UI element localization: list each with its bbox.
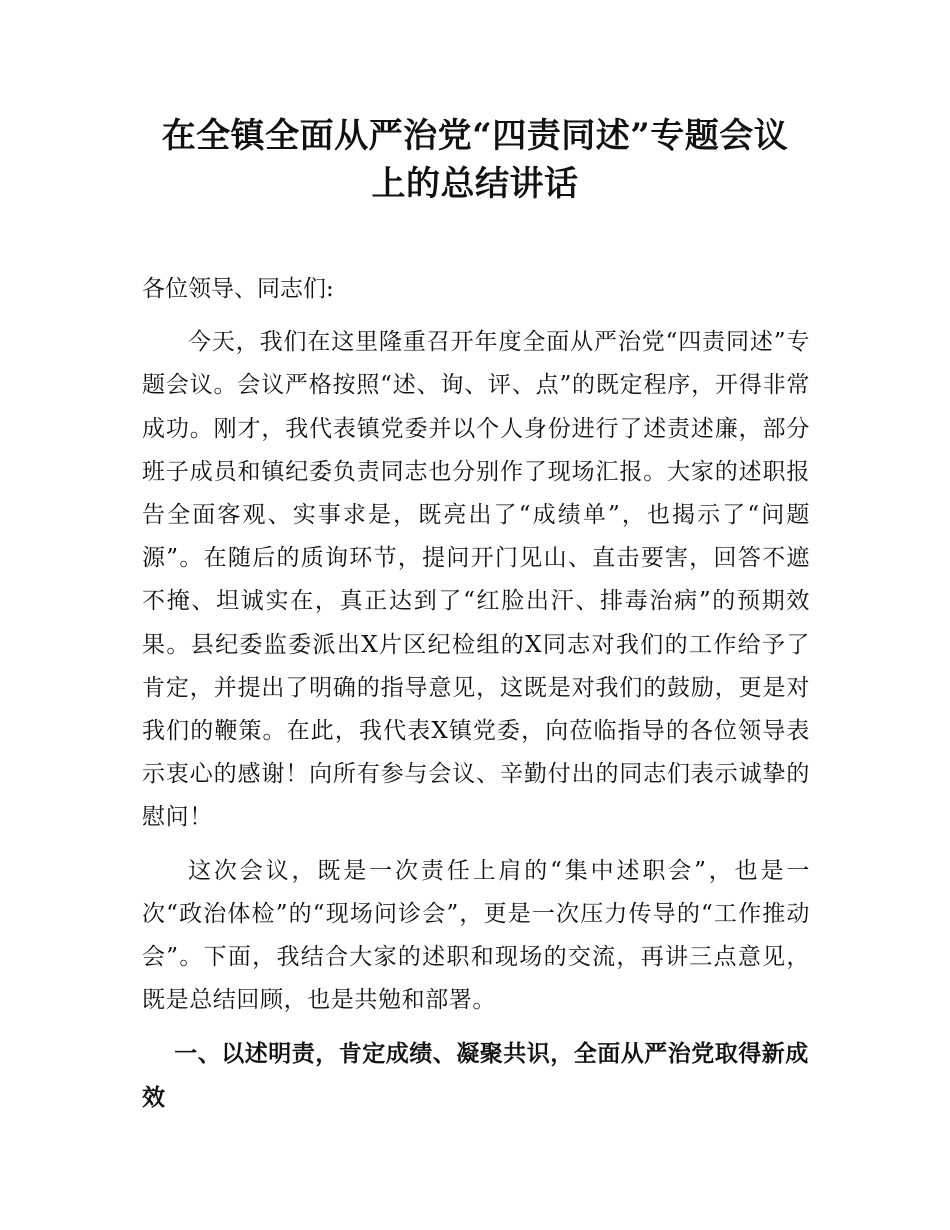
paragraph-overview: 这次会议，既是一次责任上肩的“集中述职会”，也是一次“政治体检”的“现场问诊会”，更是一次压力传导的“工作推动会”。下面，我结合大家的述职和现场的交流，再讲三点意见，既是总结回顾，也是共勉和部署。 — [142, 857, 810, 1014]
section-heading-1: 一、以述明责，肯定成绩、凝聚共识，全面从严治党取得新成效 — [142, 1041, 809, 1112]
salutation: 各位领导、同志们: — [142, 276, 334, 302]
title-line-1: 在全镇全面从严治党“四责同述”专题会议 — [161, 116, 789, 156]
title-line-2: 上的总结讲话 — [371, 164, 579, 204]
paragraph-opening: 今天，我们在这里隆重召开年度全面从严治党“四责同述”专题会议。会议严格按照“述、询、评、点”的既定程序，开得非常成功。刚才，我代表镇党委并以个人身份进行了述责述廉，部分班子成员和镇纪委负责同志也分别作了现场汇报。大家的述职报告全面客观、实事求是，既亮出了“成绩单”，也揭示了“问题源”。在随后的质询环节，提问开门见山、直击要害，回答不遮不掩、坦诚实在，真正达到了“红脸出汗、排毒治病”的预期效果。县纪委监委派出X片区纪检组的X同志对我们的工作给予了肯定，并提出了明确的指导意见，这既是对我们的鼓励，更是对我们的鞭策。在此，我代表X镇党委，向莅临指导的各位领导表示衷心的感谢！向所有参与会议、辛勤付出的同志们表示诚挚的慰问！ — [142, 329, 810, 831]
document-body — [142, 268, 810, 1120]
document-title — [120, 112, 830, 208]
